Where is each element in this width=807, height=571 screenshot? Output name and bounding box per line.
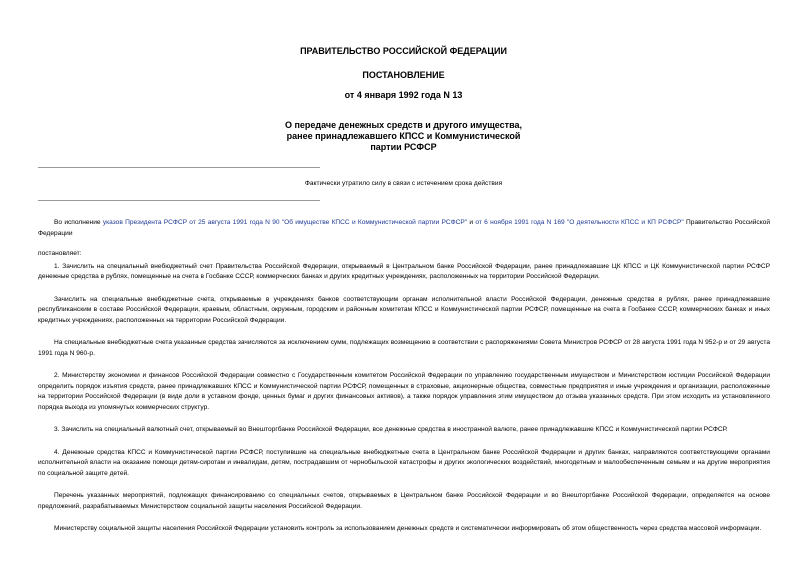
paragraph-4: 4. Денежные средства КПСС и Коммунистической партии РСФСР, поступившие на специальные внебюджетные счета в Центральном банке Российской Федерации и других банках, направляются соответствующими органами исполнительной власти на оказание помощи детям-сиротам и инвалидам, детям, пострадавшим от чернобыльской катастрофы и других экологических воздействий, многодетным и малообеспеченным семьям и на другие мероприятия по социальной защите детей. <box>38 448 770 477</box>
divider-top <box>38 167 320 168</box>
government-name: ПРАВИТЕЛЬСТВО РОССИЙСКОЙ ФЕДЕРАЦИИ <box>300 46 507 56</box>
paragraph-1: 1. Зачислить на специальный внебюджетный счет Правительства Российской Федерации, открываемый в Центральном банке Российской Федерации, ранее принадлежавшие ЦК КПСС и ЦК Коммунистической партии РСФСР денежные средства в рублях, помещенные на счета в Госбанке СССР, коммерческих банках и других кредитных учреждениях, расположенных на территории Российской Федерации. <box>38 262 770 280</box>
paragraph-1c: На специальные внебюджетные счета указанные средства зачисляются за исключением сумм, подлежащих возмещению в соответствии с распоряжениями Совета Министров РСФСР от 28 августа 1991 года N 952-р и от 29 августа 1991 года N 960-р. <box>38 339 770 357</box>
intro-suffix: Правительство Российской Федерации <box>38 219 770 237</box>
intro-middle: и <box>467 219 476 226</box>
intro-paragraph <box>38 218 770 239</box>
paragraph-1b: Зачислить на специальные внебюджетные счета, открываемые в учреждениях банков соответствующим органам исполнительной власти Российской Федерации, денежные средства в рублях, ранее принадлежавшие республиканским в составе Российской Федерации, краевым, областным, окружным, городским и районным комитетам КПСС и Коммунистической партии РСФСР, помещенные на счета в Госбанке СССР, коммерческих банках и иных кредитных учреждениях, расположенных на территории Российской Федерации. <box>38 295 770 324</box>
title-line-2: ранее принадлежавшего КПСС и Коммунистической <box>286 131 521 141</box>
decree-90-link[interactable]: указов Президента РСФСР от 25 августа 1991 года N 90 "Об имуществе КПСС и Коммунистической партии РСФСР" <box>102 219 468 226</box>
paragraph-4c: Министерству социальной защиты населения Российской Федерации установить контроль за использованием денежных средств и систематически информировать об этом общественность через средства массовой информации. <box>54 525 762 532</box>
document-date-number: от 4 января 1992 года N 13 <box>344 90 463 100</box>
title-line-1: О передаче денежных средств и другого имущества, <box>284 120 523 130</box>
decree-169-link[interactable]: от 6 ноября 1991 года N 169 "О деятельности КПСС и КП РСФСР" <box>475 219 684 226</box>
document-body <box>38 218 770 535</box>
paragraph-3: 3. Зачислить на специальный валютный счет, открываемый во Внешторгбанке Российской Федерации, все денежные средства в иностранной валюте, ранее принадлежавшие КПСС и Коммунистической партии РСФСР. <box>54 426 728 433</box>
intro-prefix: Во исполнение <box>54 219 103 226</box>
title-line-3: партии РСФСР <box>370 142 437 152</box>
divider-bottom <box>38 200 320 201</box>
document-type: ПОСТАНОВЛЕНИЕ <box>362 70 445 80</box>
resolves-label: постановляет: <box>38 250 82 257</box>
paragraph-4b: Перечень указанных мероприятий, подлежащих финансированию со специальных счетов, открываемых в Центральном банке Российской Федерации и во Внешторгбанке Российской Федерации, определяется на основе предложений, разрабатываемых Министерством социальной защиты населения Российской Федерации. <box>38 492 770 510</box>
paragraph-2: 2. Министерству экономики и финансов Российской Федерации совместно с Государственным комитетом Российской Федерации по управлению государственным имуществом и Министерством юстиции Российской Федерации определить порядок изъятия средств, ранее принадлежавших КПСС и Коммунистической партии РСФСР, помещенных в страховые, акционерные общества, совместные предприятия и иные учреждения и организации, расположенные на территории Российской Федерации (в виде доли в уставном фонде, ценных бумаг и других финансовых активов), а также порядок управления этим имуществом до отзыва указанных средств. При этом исходить из установленного порядка выхода из упомянутых коммерческих структур. <box>38 372 770 411</box>
document-title <box>0 120 807 153</box>
status-note: Фактически утратило силу в связи с истечением срока действия <box>304 180 503 187</box>
